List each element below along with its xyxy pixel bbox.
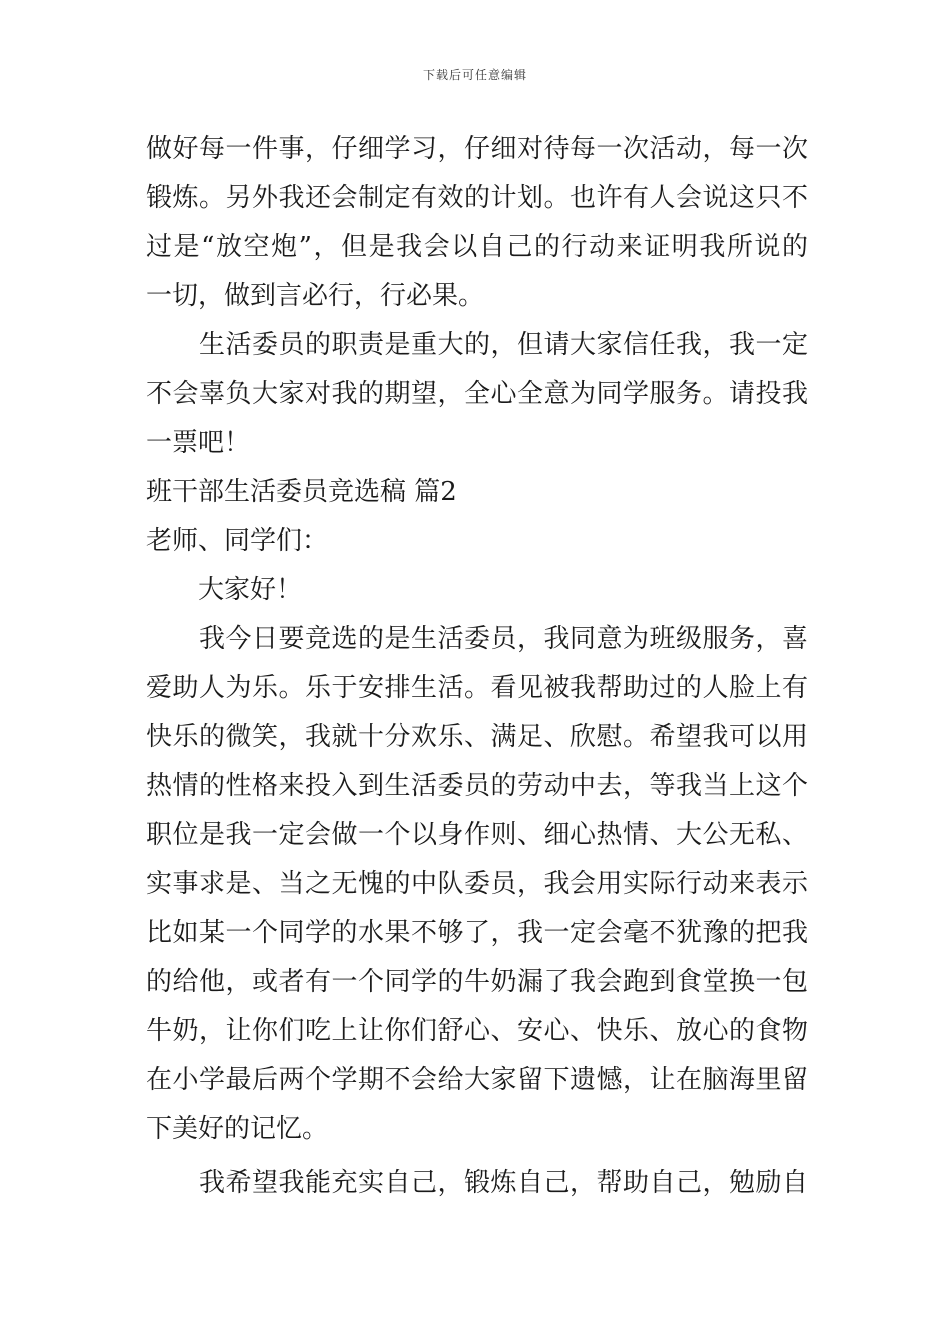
paragraph-line: 实事求是、当之无愧的中队委员，我会用实际行动来表示	[146, 869, 808, 899]
paragraph-line: 一票吧！	[146, 428, 251, 458]
salutation: 老师、同学们：	[146, 526, 329, 556]
paragraph-line: 下美好的记忆。	[146, 1114, 329, 1144]
section-title: 班干部生活委员竞选稿 篇2	[146, 477, 457, 507]
paragraph-line: 的给他，或者有一个同学的牛奶漏了我会跑到食堂换一包	[146, 967, 808, 997]
paragraph-line: 不会辜负大家对我的期望，全心全意为同学服务。请投我	[146, 379, 808, 409]
paragraph-line: 牛奶，让你们吃上让你们舒心、安心、快乐、放心的食物	[146, 1016, 808, 1046]
document-body	[146, 125, 808, 1208]
paragraph-line: 热情的性格来投入到生活委员的劳动中去，等我当上这个	[146, 771, 808, 801]
paragraph-line: 过是“放空炮”，但是我会以自己的行动来证明我所说的	[146, 232, 808, 262]
paragraph-line: 在小学最后两个学期不会给大家留下遗憾，让在脑海里留	[146, 1065, 808, 1095]
paragraph-line: 一切，做到言必行，行必果。	[146, 281, 485, 311]
paragraph-line: 爱助人为乐。乐于安排生活。看见被我帮助过的人脸上有	[146, 673, 808, 703]
paragraph-line: 锻炼。另外我还会制定有效的计划。也许有人会说这只不	[146, 183, 808, 213]
paragraph-line: 快乐的微笑，我就十分欢乐、满足、欣慰。希望我可以用	[146, 722, 808, 752]
paragraph-line: 生活委员的职责是重大的，但请大家信任我，我一定	[146, 330, 808, 360]
paragraph-line: 我希望我能充实自己，锻炼自己，帮助自己，勉励自	[146, 1168, 808, 1198]
page-header-note: 下载后可任意编辑	[422, 68, 527, 82]
paragraph-line: 职位是我一定会做一个以身作则、细心热情、大公无私、	[146, 820, 808, 850]
greeting: 大家好！	[146, 575, 303, 605]
paragraph-line: 做好每一件事，仔细学习，仔细对待每一次活动，每一次	[146, 134, 808, 164]
paragraph-line: 比如某一个同学的水果不够了，我一定会毫不犹豫的把我	[146, 918, 808, 948]
paragraph-line: 我今日要竞选的是生活委员，我同意为班级服务，喜	[146, 624, 808, 654]
